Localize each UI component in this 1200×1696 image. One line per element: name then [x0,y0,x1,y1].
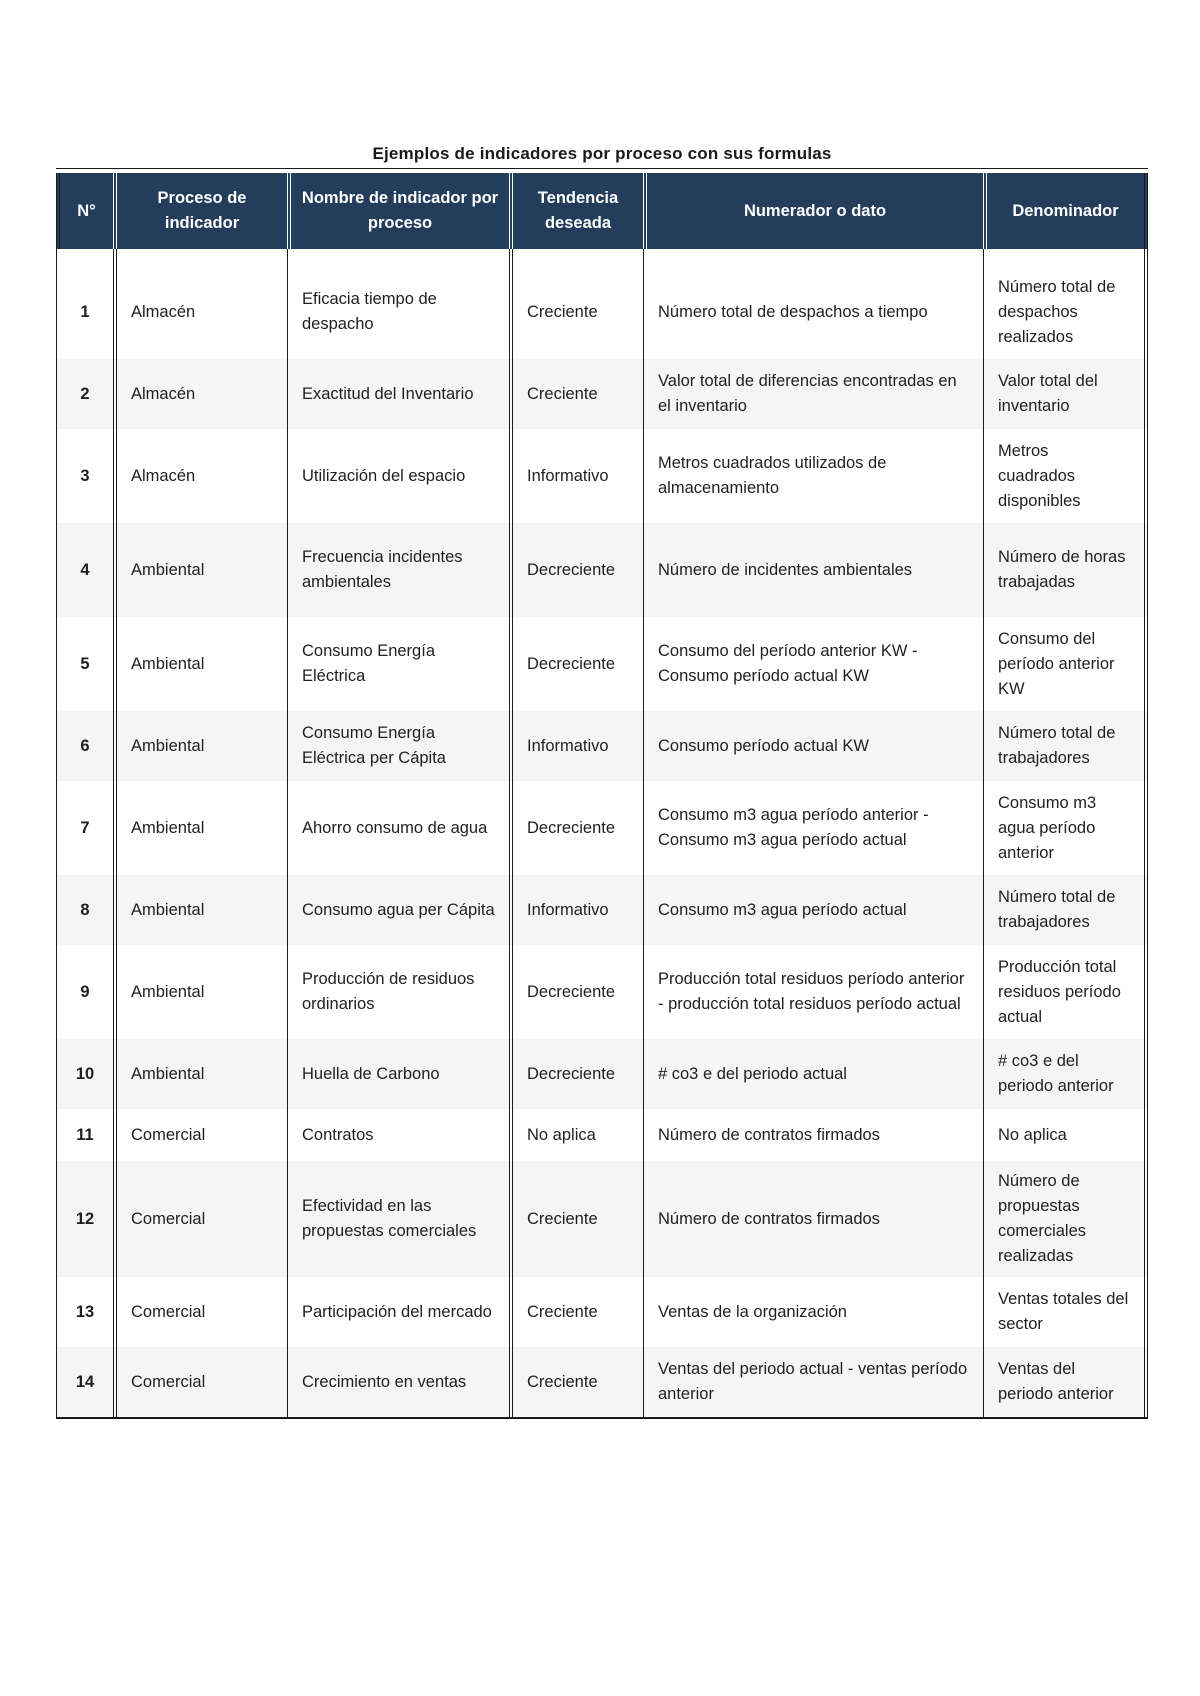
table-body [56,265,1148,1417]
row-nombre: Eficacia tiempo de despacho [287,265,509,359]
header-spacer [56,249,1148,265]
document-title: Ejemplos de indicadores por proceso con sus formulas [372,144,832,163]
row-nombre: Consumo Energía Eléctrica per Cápita [287,711,509,781]
table-row [56,429,1148,523]
row-nombre: Efectividad en las propuestas comerciales [287,1161,509,1277]
row-number: 2 [56,359,113,429]
header-denominador: Denominador [983,173,1148,249]
table-row [56,359,1148,429]
table-row [56,1347,1148,1417]
row-numerador: Consumo del período anterior KW - Consumo período actual KW [643,617,983,711]
row-denominador: Número de horas trabajadas [983,523,1148,617]
row-numerador: Número de incidentes ambientales [643,523,983,617]
header-proceso: Proceso de indicador [113,173,287,249]
indicators-table [56,173,1148,1419]
row-nombre: Huella de Carbono [287,1039,509,1109]
row-proceso: Ambiental [113,523,287,617]
table-row [56,945,1148,1039]
row-numerador: Valor total de diferencias encontradas en el inventario [643,359,983,429]
row-proceso: Ambiental [113,711,287,781]
table-row [56,1109,1148,1161]
table-row [56,1161,1148,1277]
row-denominador: Consumo del período anterior KW [983,617,1148,711]
table-header-row [56,173,1148,249]
row-denominador: Producción total residuos período actual [983,945,1148,1039]
row-proceso: Comercial [113,1109,287,1161]
row-number: 9 [56,945,113,1039]
header-num: N° [56,173,113,249]
row-tendencia: Decreciente [509,1039,643,1109]
row-tendencia: Informativo [509,429,643,523]
row-number: 12 [56,1161,113,1277]
row-denominador: Número total de trabajadores [983,875,1148,945]
row-tendencia: Decreciente [509,617,643,711]
row-denominador: Ventas totales del sector [983,1277,1148,1347]
row-number: 8 [56,875,113,945]
row-denominador: Metros cuadrados disponibles [983,429,1148,523]
row-nombre: Consumo Energía Eléctrica [287,617,509,711]
table-row [56,523,1148,617]
row-number: 3 [56,429,113,523]
row-nombre: Contratos [287,1109,509,1161]
row-denominador: Número total de despachos realizados [983,265,1148,359]
row-proceso: Almacén [113,265,287,359]
row-denominador: Número de propuestas comerciales realizadas [983,1161,1148,1277]
row-tendencia: Creciente [509,1347,643,1417]
row-number: 7 [56,781,113,875]
row-numerador: Consumo m3 agua período actual [643,875,983,945]
row-proceso: Ambiental [113,617,287,711]
row-denominador: # co3 e del periodo anterior [983,1039,1148,1109]
row-number: 5 [56,617,113,711]
row-nombre: Participación del mercado [287,1277,509,1347]
row-numerador: Consumo período actual KW [643,711,983,781]
row-proceso: Comercial [113,1277,287,1347]
table-row [56,711,1148,781]
table-row [56,781,1148,875]
row-nombre: Producción de residuos ordinarios [287,945,509,1039]
row-number: 13 [56,1277,113,1347]
row-numerador: Número de contratos firmados [643,1109,983,1161]
header-tendencia: Tendencia deseada [509,173,643,249]
row-proceso: Ambiental [113,875,287,945]
row-nombre: Frecuencia incidentes ambientales [287,523,509,617]
row-numerador: Número de contratos firmados [643,1161,983,1277]
row-number: 4 [56,523,113,617]
row-number: 10 [56,1039,113,1109]
row-denominador: Número total de trabajadores [983,711,1148,781]
row-proceso: Ambiental [113,781,287,875]
row-tendencia: Decreciente [509,523,643,617]
row-denominador: Consumo m3 agua período anterior [983,781,1148,875]
row-nombre: Crecimiento en ventas [287,1347,509,1417]
row-tendencia: Creciente [509,265,643,359]
row-numerador: Ventas del periodo actual - ventas período anterior [643,1347,983,1417]
row-number: 6 [56,711,113,781]
table-row [56,1039,1148,1109]
table-row [56,265,1148,359]
row-tendencia: Informativo [509,711,643,781]
row-tendencia: Informativo [509,875,643,945]
row-numerador: Número total de despachos a tiempo [643,265,983,359]
row-proceso: Almacén [113,359,287,429]
row-denominador: No aplica [983,1109,1148,1161]
row-number: 11 [56,1109,113,1161]
row-proceso: Almacén [113,429,287,523]
row-proceso: Ambiental [113,945,287,1039]
row-numerador: Consumo m3 agua período anterior - Consumo m3 agua período actual [643,781,983,875]
row-denominador: Ventas del periodo anterior [983,1347,1148,1417]
table-row [56,875,1148,945]
document-page [56,140,1148,1419]
title-rule [56,168,1148,169]
row-tendencia: No aplica [509,1109,643,1161]
row-numerador: Metros cuadrados utilizados de almacenamiento [643,429,983,523]
table-row [56,1277,1148,1347]
header-nombre: Nombre de indicador por proceso [287,173,509,249]
row-proceso: Ambiental [113,1039,287,1109]
row-nombre: Ahorro consumo de agua [287,781,509,875]
row-proceso: Comercial [113,1347,287,1417]
row-proceso: Comercial [113,1161,287,1277]
row-numerador: Ventas de la organización [643,1277,983,1347]
row-tendencia: Creciente [509,1277,643,1347]
row-tendencia: Decreciente [509,781,643,875]
row-tendencia: Decreciente [509,945,643,1039]
table-row [56,617,1148,711]
row-denominador: Valor total del inventario [983,359,1148,429]
row-number: 14 [56,1347,113,1417]
row-numerador: Producción total residuos período anterior - producción total residuos período actual [643,945,983,1039]
row-nombre: Utilización del espacio [287,429,509,523]
row-tendencia: Creciente [509,359,643,429]
row-nombre: Exactitud del Inventario [287,359,509,429]
row-number: 1 [56,265,113,359]
row-numerador: # co3 e del periodo actual [643,1039,983,1109]
row-nombre: Consumo agua per Cápita [287,875,509,945]
header-numerador: Numerador o dato [643,173,983,249]
row-tendencia: Creciente [509,1161,643,1277]
